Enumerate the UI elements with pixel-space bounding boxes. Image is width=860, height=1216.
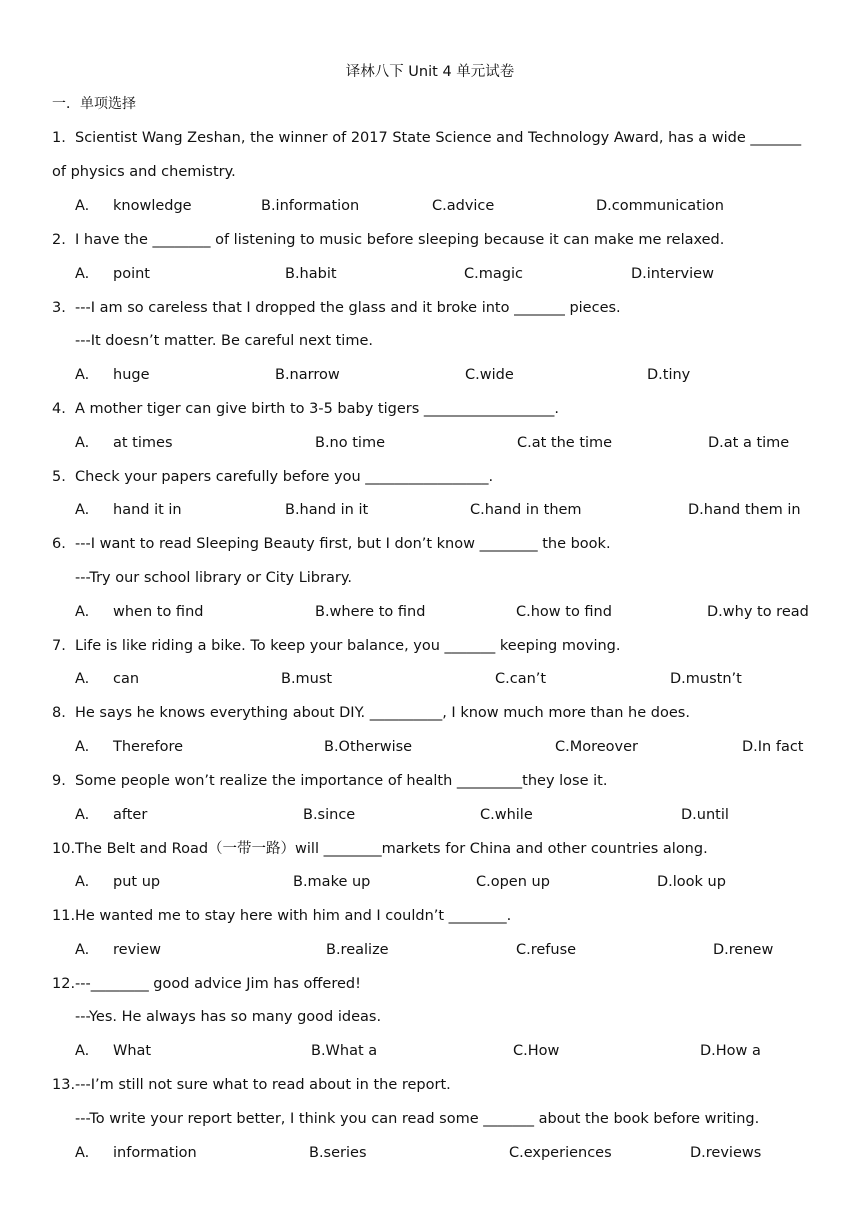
option-b: B.no time [315, 435, 385, 451]
question-number: 3. [52, 300, 66, 316]
option-b: B.What a [311, 1043, 378, 1059]
option-letter: A. [75, 604, 90, 620]
option-a: point [113, 266, 150, 282]
option-letter: A. [75, 266, 90, 282]
option-b: B.Otherwise [324, 739, 413, 755]
option-b: B.habit [285, 266, 337, 282]
option-letter: A. [75, 807, 90, 823]
option-a: huge [113, 367, 150, 383]
question-text: ---I want to read Sleeping Beauty first, but I don’t know ________ the book. [75, 536, 611, 552]
option-d: D.How a [700, 1043, 761, 1059]
question-number: 8. [52, 705, 66, 721]
question-number: 2. [52, 232, 66, 248]
option-b: B.series [309, 1145, 367, 1161]
question-text: ---________ good advice Jim has offered! [75, 976, 361, 992]
question-text: The Belt and Road（一带一路）will ________markets for China and other countries along. [75, 841, 708, 857]
question-text: I have the ________ of listening to music before sleeping because it can make me relaxed. [75, 232, 725, 248]
option-a: review [113, 942, 161, 958]
option-d: D.In fact [742, 739, 804, 755]
option-d: D.look up [657, 874, 726, 890]
question-number: 13. [52, 1077, 76, 1093]
question-number: 10. [52, 841, 76, 857]
option-a: when to find [113, 604, 204, 620]
question-text: He says he knows everything about DIY. __________, I know much more than he does. [75, 705, 690, 721]
option-c: C.refuse [516, 942, 577, 958]
option-d: D.until [681, 807, 729, 823]
option-b: B.information [261, 198, 360, 214]
question-number: 11. [52, 908, 76, 924]
option-c: C.experiences [509, 1145, 612, 1161]
question-number: 9. [52, 773, 66, 789]
option-letter: A. [75, 1145, 90, 1161]
option-letter: A. [75, 874, 90, 890]
option-a: knowledge [113, 198, 192, 214]
option-letter: A. [75, 198, 90, 214]
question-text: of physics and chemistry. [52, 164, 236, 180]
section-heading: 一．单项选择 [52, 96, 136, 112]
option-b: B.where to find [315, 604, 426, 620]
option-a: Therefore [113, 739, 184, 755]
question-number: 1. [52, 130, 66, 146]
question-number: 4. [52, 401, 66, 417]
option-d: D.at a time [708, 435, 790, 451]
option-letter: A. [75, 502, 90, 518]
option-a: can [113, 671, 140, 687]
option-b: B.narrow [275, 367, 340, 383]
option-a: hand it in [113, 502, 182, 518]
question-text: ---To write your report better, I think you can read some _______ about the book before writing. [75, 1111, 760, 1127]
option-c: C.how to find [516, 604, 612, 620]
option-c: C.while [480, 807, 533, 823]
option-d: D.renew [713, 942, 774, 958]
question-text: Life is like riding a bike. To keep your balance, you _______ keeping moving. [75, 638, 621, 654]
question-text: Some people won’t realize the importance of health _________they lose it. [75, 773, 608, 789]
option-c: C.magic [464, 266, 523, 282]
option-letter: A. [75, 1043, 90, 1059]
option-a: information [113, 1145, 197, 1161]
option-d: D.reviews [690, 1145, 762, 1161]
option-b: B.must [281, 671, 333, 687]
question-text: ---It doesn’t matter. Be careful next time. [75, 333, 373, 349]
question-text: Check your papers carefully before you _________________. [75, 469, 494, 485]
option-letter: A. [75, 671, 90, 687]
option-c: C.at the time [517, 435, 613, 451]
option-b: B.hand in it [285, 502, 369, 518]
option-a: after [113, 807, 148, 823]
option-c: C.can’t [495, 671, 547, 687]
option-d: D.mustn’t [670, 671, 742, 687]
question-text: A mother tiger can give birth to 3-5 baby tigers __________________. [75, 401, 559, 417]
option-c: C.open up [476, 874, 550, 890]
question-number: 5. [52, 469, 66, 485]
option-c: C.Moreover [555, 739, 639, 755]
option-d: D.why to read [707, 604, 809, 620]
option-letter: A. [75, 739, 90, 755]
option-b: B.make up [293, 874, 371, 890]
question-text: ---I’m still not sure what to read about in the report. [75, 1077, 451, 1093]
option-letter: A. [75, 367, 90, 383]
option-b: B.since [303, 807, 356, 823]
option-letter: A. [75, 435, 90, 451]
question-number: 6. [52, 536, 66, 552]
option-c: C.advice [432, 198, 495, 214]
option-a: at times [113, 435, 173, 451]
question-text: ---I am so careless that I dropped the glass and it broke into _______ pieces. [75, 300, 621, 316]
option-c: C.How [513, 1043, 560, 1059]
question-text: ---Yes. He always has so many good ideas. [75, 1009, 382, 1025]
option-letter: A. [75, 942, 90, 958]
option-d: D.communication [596, 198, 724, 214]
question-text: Scientist Wang Zeshan, the winner of 2017 State Science and Technology Award, has a wide _______ [75, 130, 802, 146]
option-d: D.hand them in [688, 502, 801, 518]
option-c: C.wide [465, 367, 514, 383]
option-d: D.tiny [647, 367, 691, 383]
page-title: 译林八下 Unit 4 单元试卷 [345, 64, 515, 80]
question-text: He wanted me to stay here with him and I couldn’t ________. [75, 908, 512, 924]
option-c: C.hand in them [470, 502, 582, 518]
question-number: 12. [52, 976, 76, 992]
question-number: 7. [52, 638, 66, 654]
option-a: put up [113, 874, 161, 890]
option-a: What [113, 1043, 152, 1059]
option-d: D.interview [631, 266, 714, 282]
question-text: ---Try our school library or City Library. [75, 570, 352, 586]
option-b: B.realize [326, 942, 389, 958]
